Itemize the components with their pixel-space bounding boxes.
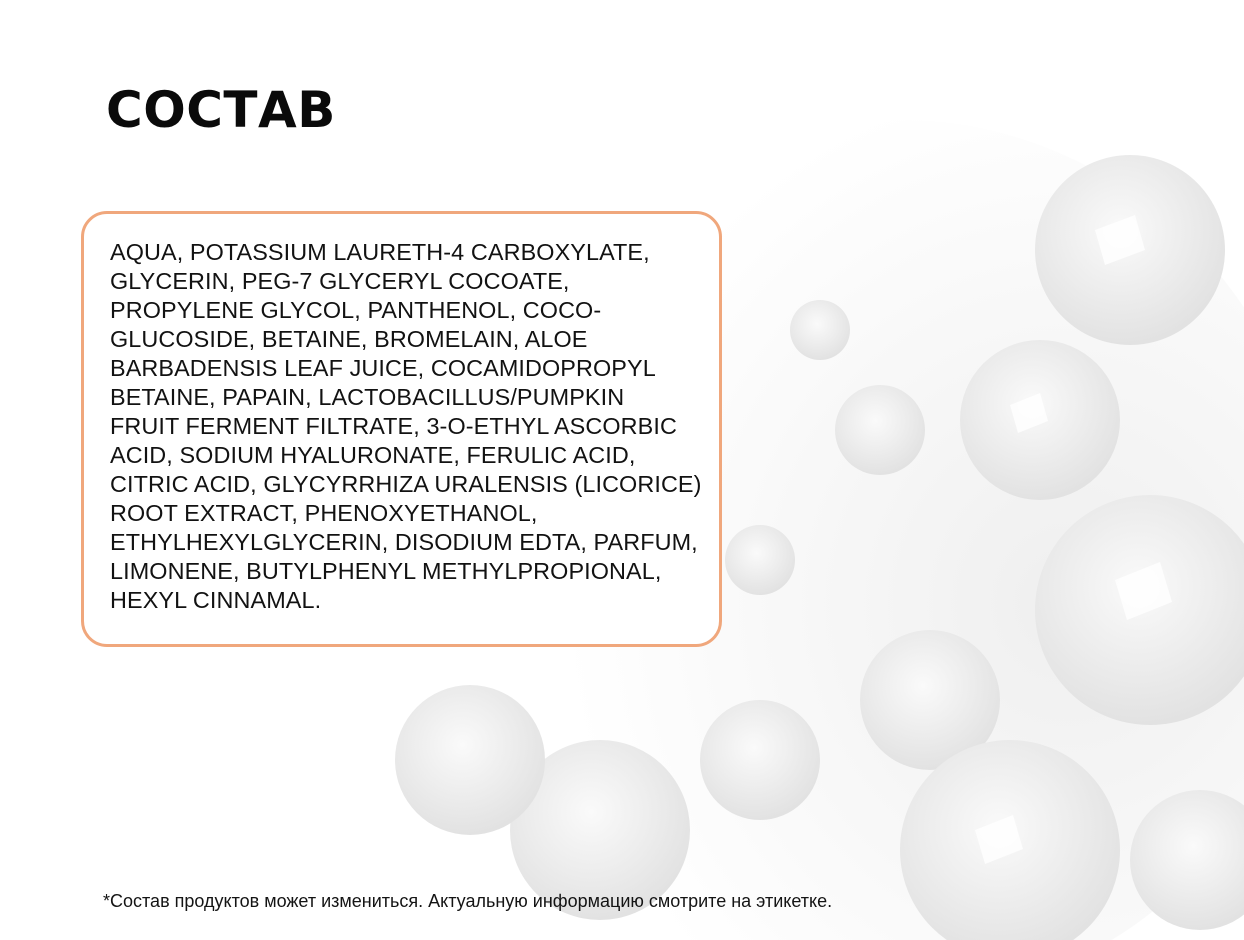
- page-title: СОСТАВ: [106, 81, 336, 139]
- disclaimer-footnote: *Состав продуктов может измениться. Актуальную информацию смотрите на этикетке.: [103, 891, 833, 911]
- ingredients-card: [81, 211, 722, 647]
- ingredients-list: AQUA, POTASSIUM LAURETH-4 CARBOXYLATE, GLYCERIN, PEG-7 GLYCERYL COCOATE, PROPYLENE GLYCOL, PANTHENOL, COCO- GLUCOSIDE, BETAINE, BROMELAIN, ALOE BARBADENSIS LEAF JUICE, COCAMIDOPROPYL BETAINE, PAPAIN, LACTOBACILLUS/PUMPKIN FRUIT FERMENT FILTRATE, 3-O-ETHYL ASCORBIC ACID, SODIUM HYALURONATE, FERULIC ACID, CITRIC ACID, GLYCYRRHIZA URALENSIS (LICORICE) ROOT EXTRACT, PHENOXYETHANOL, ETHYLHEXYLGLYCERIN, DISODIUM EDTA, PARFUM, LIMONENE, BUTYLPHENYL METHYLPROPIONAL, HEXYL CINNAMAL.: [110, 239, 702, 613]
